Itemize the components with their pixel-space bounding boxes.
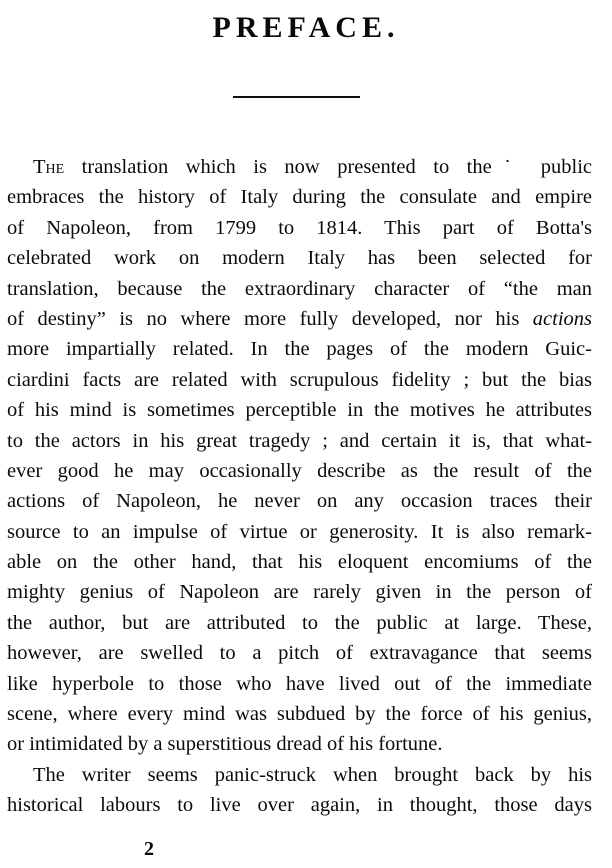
- text-line: to the actors in his great tragedy ; and certain it is, that what-: [7, 429, 592, 452]
- text-line: of destiny” is no where more fully developed, nor his actions: [7, 307, 592, 330]
- text-line: the author, but are attributed to the public at large. These,: [7, 611, 592, 634]
- text-line: embraces the history of Italy during the consulate and empire: [7, 186, 592, 209]
- text-line: actions of Napoleon, he never on any occasion traces their: [7, 490, 592, 513]
- text-line: more impartially related. In the pages of the modern Guic-: [7, 338, 592, 361]
- text-line: The writer seems panic-struck when brought back by his: [33, 763, 592, 786]
- text-line: like hyperbole to those who have lived out of the immediate: [7, 672, 592, 695]
- text-line: of Napoleon, from 1799 to 1814. This part of Botta's: [7, 216, 592, 239]
- text-line: able on the other hand, that his eloquent encomiums of the: [7, 551, 592, 574]
- drop-word: The: [33, 156, 65, 178]
- paragraph-2: [7, 760, 592, 821]
- text-line: The translation which is now presented to the˙ public: [33, 156, 592, 178]
- page-number: 2: [144, 838, 154, 860]
- italic-word: actions: [532, 307, 592, 330]
- text-line: scene, where every mind was subdued by the force of his genius,: [7, 703, 592, 726]
- text-line: source to an impulse of virtue or generosity. It is also remark-: [7, 520, 592, 543]
- paragraph-1: [7, 152, 592, 760]
- text-line: translation, because the extraordinary character of “the man: [7, 277, 592, 300]
- preface-body: [7, 152, 592, 821]
- page-title: PREFACE.: [212, 11, 400, 44]
- text-line: however, are swelled to a pitch of extravagance that seems: [7, 642, 592, 665]
- text-line: historical labours to live over again, in thought, those days: [7, 794, 592, 817]
- text-line: ciardini facts are related with scrupulous fidelity ; but the bias: [7, 368, 592, 391]
- text-line: celebrated work on modern Italy has been selected for: [7, 247, 592, 270]
- text-line: ever good he may occasionally describe as the result of the: [7, 459, 592, 482]
- text-line: of his mind is sometimes perceptible in the motives he attributes: [7, 399, 592, 422]
- text-line: mighty genius of Napoleon are rarely given in the person of: [7, 581, 592, 604]
- title-divider: [233, 96, 360, 98]
- text-line: or intimidated by a superstitious dread of his fortune.: [7, 733, 443, 756]
